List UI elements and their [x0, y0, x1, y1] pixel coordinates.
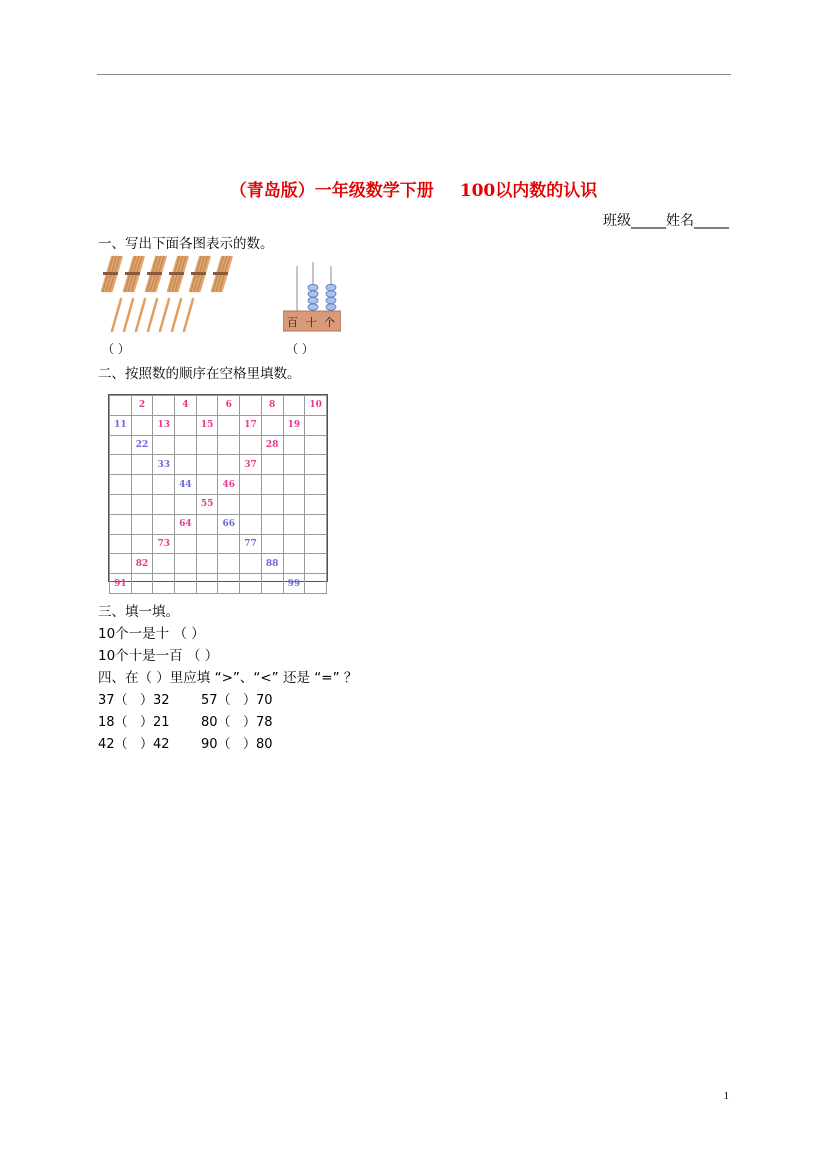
compare-item: 18（ ）21 — [98, 715, 170, 730]
grid-cell: 22 — [131, 435, 153, 455]
q1-answer-left: （ ） — [102, 342, 130, 356]
grid-cell — [218, 455, 240, 475]
grid-cell — [131, 574, 153, 594]
abacus-beads — [308, 284, 336, 310]
grid-cell — [110, 554, 132, 574]
grid-cell — [196, 475, 218, 495]
compare-item: 57（ ）70 — [201, 693, 273, 708]
grid-cell: 46 — [218, 475, 240, 495]
page-number: 1 — [723, 1090, 729, 1102]
table-row — [110, 435, 327, 455]
grid-cell — [153, 574, 175, 594]
grid-cell: 37 — [240, 455, 262, 475]
grid-cell — [305, 494, 327, 514]
table-row — [110, 475, 327, 495]
abacus-label-hundreds: 百 — [287, 316, 298, 329]
grid-cell: 6 — [218, 396, 240, 416]
grid-cell — [305, 554, 327, 574]
grid-cell: 2 — [131, 396, 153, 416]
table-row — [110, 514, 327, 534]
grid-cell — [240, 475, 262, 495]
hundred-chart — [108, 394, 328, 589]
grid-cell: 82 — [131, 554, 153, 574]
title-part2: 100以内数的认识 — [459, 181, 598, 201]
grid-cell — [240, 554, 262, 574]
abacus-image — [283, 258, 341, 333]
grid-cell — [305, 435, 327, 455]
grid-cell: 44 — [175, 475, 197, 495]
abacus-label-tens: 十 — [306, 316, 317, 329]
grid-cell — [196, 514, 218, 534]
compare-item: 80（ ）78 — [201, 715, 273, 730]
table-row — [110, 554, 327, 574]
grid-cell — [131, 514, 153, 534]
grid-cell — [153, 396, 175, 416]
abacus-bead — [326, 304, 336, 310]
grid-cell — [240, 494, 262, 514]
grid-cell: 88 — [261, 554, 283, 574]
q3-line1: 10个一是十 （ ） — [98, 626, 205, 642]
grid-cell — [196, 396, 218, 416]
grid-cell — [175, 494, 197, 514]
stick-bundle — [124, 257, 144, 291]
table-row — [110, 396, 327, 416]
grid-cell — [305, 514, 327, 534]
title-part1: （青岛版）一年级数学下册 — [229, 181, 434, 201]
grid-cell — [196, 554, 218, 574]
grid-cell: 99 — [283, 574, 305, 594]
stick-bundle — [212, 257, 232, 291]
grid-cell — [305, 534, 327, 554]
grid-cell — [240, 514, 262, 534]
grid-cell: 4 — [175, 396, 197, 416]
q1-heading: 一、写出下面各图表示的数。 — [98, 236, 274, 252]
grid-cell — [110, 534, 132, 554]
grid-cell: 28 — [261, 435, 283, 455]
single-stick — [172, 299, 181, 331]
grid-cell — [305, 574, 327, 594]
grid-cell — [283, 494, 305, 514]
abacus-bead — [308, 297, 318, 303]
grid-cell — [110, 475, 132, 495]
grid-cell — [283, 554, 305, 574]
abacus-bead — [308, 304, 318, 310]
grid-cell — [175, 574, 197, 594]
grid-cell — [153, 435, 175, 455]
grid-cell — [196, 534, 218, 554]
grid-cell — [261, 455, 283, 475]
grid-cell — [305, 455, 327, 475]
compare-item: 42（ ）42 — [98, 737, 170, 752]
table-row — [110, 455, 327, 475]
grid-cell — [240, 574, 262, 594]
table-row — [110, 415, 327, 435]
grid-cell: 8 — [261, 396, 283, 416]
q3-heading: 三、填一填。 — [98, 604, 179, 620]
grid-cell: 64 — [175, 514, 197, 534]
single-sticks — [112, 299, 193, 331]
abacus-bead — [326, 297, 336, 303]
grid-cell — [153, 494, 175, 514]
single-stick — [124, 299, 133, 331]
grid-cell: 33 — [153, 455, 175, 475]
grid-cell — [196, 574, 218, 594]
grid-cell: 10 — [305, 396, 327, 416]
abacus-label-ones: 个 — [324, 316, 335, 329]
grid-cell — [218, 494, 240, 514]
grid-cell — [305, 475, 327, 495]
grid-cell — [175, 534, 197, 554]
stick-bundle — [102, 257, 122, 291]
stick-bundles-image — [100, 255, 240, 335]
compare-item: 37（ ）32 — [98, 693, 170, 708]
q3-line2: 10个十是一百 （ ） — [98, 648, 219, 664]
single-stick — [184, 299, 193, 331]
grid-cell — [175, 554, 197, 574]
grid-cell — [153, 514, 175, 534]
single-stick — [112, 299, 121, 331]
grid-cell — [153, 554, 175, 574]
grid-cell — [131, 455, 153, 475]
grid-cell: 15 — [196, 415, 218, 435]
grid-cell: 73 — [153, 534, 175, 554]
grid-cell — [261, 415, 283, 435]
grid-cell — [283, 396, 305, 416]
grid-cell — [175, 415, 197, 435]
grid-cell: 17 — [240, 415, 262, 435]
grid-cell — [261, 475, 283, 495]
compare-item: 90（ ）80 — [201, 737, 273, 752]
grid-cell — [240, 396, 262, 416]
grid-cell — [196, 455, 218, 475]
grid-cell — [110, 514, 132, 534]
grid-cell: 91 — [110, 574, 132, 594]
grid-cell — [218, 435, 240, 455]
grid-cell — [218, 415, 240, 435]
q2-heading: 二、按照数的顺序在空格里填数。 — [98, 366, 301, 382]
grid-cell — [218, 574, 240, 594]
grid-cell: 19 — [283, 415, 305, 435]
grid-cell — [261, 534, 283, 554]
grid-cell — [110, 435, 132, 455]
abacus-bead — [308, 284, 318, 290]
grid-cell — [218, 534, 240, 554]
grid-cell: 13 — [153, 415, 175, 435]
single-stick — [136, 299, 145, 331]
grid-cell — [283, 455, 305, 475]
stick-bundle — [168, 257, 188, 291]
grid-cell — [175, 455, 197, 475]
grid-cell — [283, 475, 305, 495]
grid-cell — [218, 554, 240, 574]
grid-cell — [110, 396, 132, 416]
header-rule — [97, 74, 731, 75]
grid-cell — [131, 534, 153, 554]
table-row — [110, 494, 327, 514]
abacus-bead — [326, 291, 336, 297]
grid-cell: 66 — [218, 514, 240, 534]
grid-cell — [153, 475, 175, 495]
single-stick — [160, 299, 169, 331]
grid-cell — [305, 415, 327, 435]
grid-cell — [131, 415, 153, 435]
grid-cell — [283, 514, 305, 534]
hundred-chart-table — [109, 395, 327, 594]
bundle-group — [102, 257, 232, 291]
grid-cell — [131, 475, 153, 495]
grid-cell — [131, 494, 153, 514]
grid-cell — [240, 435, 262, 455]
grid-cell — [110, 455, 132, 475]
grid-cell — [261, 574, 283, 594]
grid-cell — [110, 494, 132, 514]
grid-cell — [261, 494, 283, 514]
abacus-bead — [326, 284, 336, 290]
grid-cell — [283, 435, 305, 455]
grid-cell: 77 — [240, 534, 262, 554]
grid-cell — [196, 435, 218, 455]
single-stick — [148, 299, 157, 331]
class-name-line: 班级_____姓名_____ — [603, 213, 729, 229]
q4-heading: 四、在（ ）里应填 “>”、“<” 还是 “=” ？ — [98, 670, 358, 686]
worksheet-title — [0, 176, 827, 201]
grid-cell — [261, 514, 283, 534]
table-row — [110, 574, 327, 594]
stick-bundle — [190, 257, 210, 291]
grid-cell — [175, 435, 197, 455]
grid-cell: 11 — [110, 415, 132, 435]
q1-answer-right: （ ） — [286, 342, 314, 356]
stick-bundle — [146, 257, 166, 291]
grid-cell: 55 — [196, 494, 218, 514]
grid-cell — [283, 534, 305, 554]
table-row — [110, 534, 327, 554]
abacus-bead — [308, 291, 318, 297]
